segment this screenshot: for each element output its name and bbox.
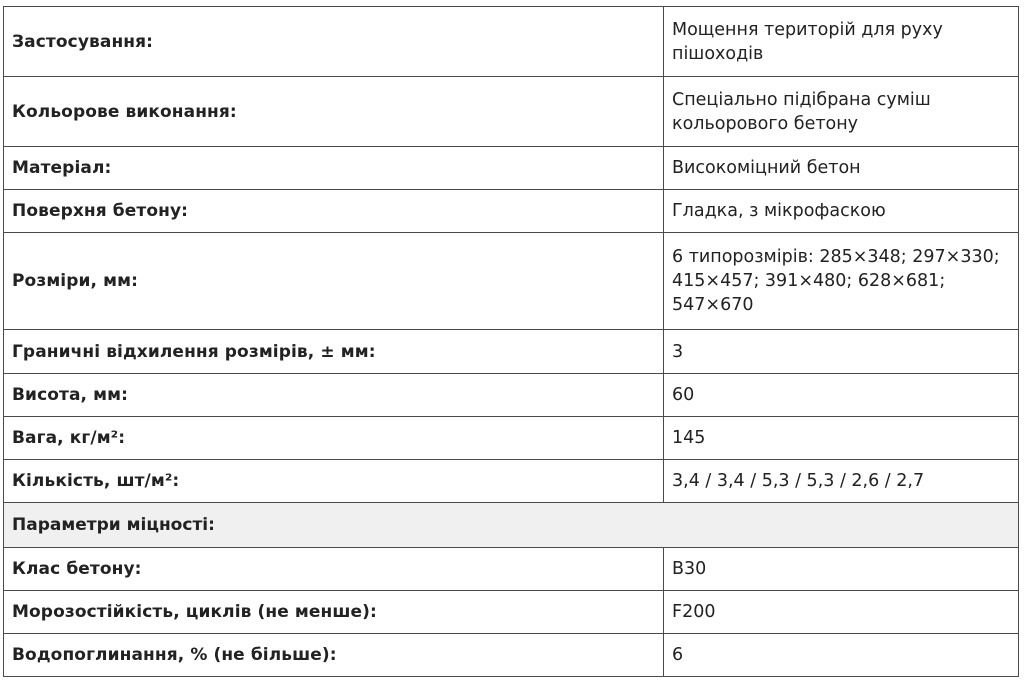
spec-label: Кольорове виконання: bbox=[4, 77, 664, 147]
spec-label: Матеріал: bbox=[4, 147, 664, 190]
spec-value: 6 bbox=[664, 634, 1019, 677]
spec-label: Клас бетону: bbox=[4, 548, 664, 591]
spec-value: 3 bbox=[664, 330, 1019, 374]
spec-value: Високоміцний бетон bbox=[664, 147, 1019, 190]
spec-value: B30 bbox=[664, 548, 1019, 591]
spec-label: Граничні відхилення розмірів, ± мм: bbox=[4, 330, 664, 374]
spec-value: 60 bbox=[664, 374, 1019, 417]
table-row bbox=[4, 7, 1019, 77]
spec-value: Спеціально підібрана суміш кольорового бетону bbox=[664, 77, 1019, 147]
table-row bbox=[4, 147, 1019, 190]
table-row bbox=[4, 374, 1019, 417]
spec-label: Поверхня бетону: bbox=[4, 190, 664, 233]
table-row bbox=[4, 233, 1019, 330]
spec-value: Мощення територій для руху пішоходів bbox=[664, 7, 1019, 77]
table-row bbox=[4, 460, 1019, 503]
spec-label: Застосування: bbox=[4, 7, 664, 77]
table-row bbox=[4, 330, 1019, 374]
table-row bbox=[4, 634, 1019, 677]
specifications-table bbox=[3, 6, 1019, 677]
spec-value: 3,4 / 3,4 / 5,3 / 5,3 / 2,6 / 2,7 bbox=[664, 460, 1019, 503]
section-header-row bbox=[4, 503, 1019, 548]
spec-value: 145 bbox=[664, 417, 1019, 460]
spec-label: Водопоглинання, % (не більше): bbox=[4, 634, 664, 677]
spec-value: F200 bbox=[664, 591, 1019, 634]
spec-label: Вага, кг/м²: bbox=[4, 417, 664, 460]
spec-label: Кількість, шт/м²: bbox=[4, 460, 664, 503]
section-title: Параметри міцності: bbox=[4, 503, 1019, 548]
spec-value: 6 типорозмірів: 285×348; 297×330; 415×457; 391×480; 628×681; 547×670 bbox=[664, 233, 1019, 330]
table-row bbox=[4, 417, 1019, 460]
spec-value: Гладка, з мікрофаскою bbox=[664, 190, 1019, 233]
table-row bbox=[4, 548, 1019, 591]
table-row bbox=[4, 77, 1019, 147]
table-row bbox=[4, 190, 1019, 233]
spec-label: Розміри, мм: bbox=[4, 233, 664, 330]
spec-label: Висота, мм: bbox=[4, 374, 664, 417]
spec-label: Морозостійкість, циклів (не менше): bbox=[4, 591, 664, 634]
table-row bbox=[4, 591, 1019, 634]
